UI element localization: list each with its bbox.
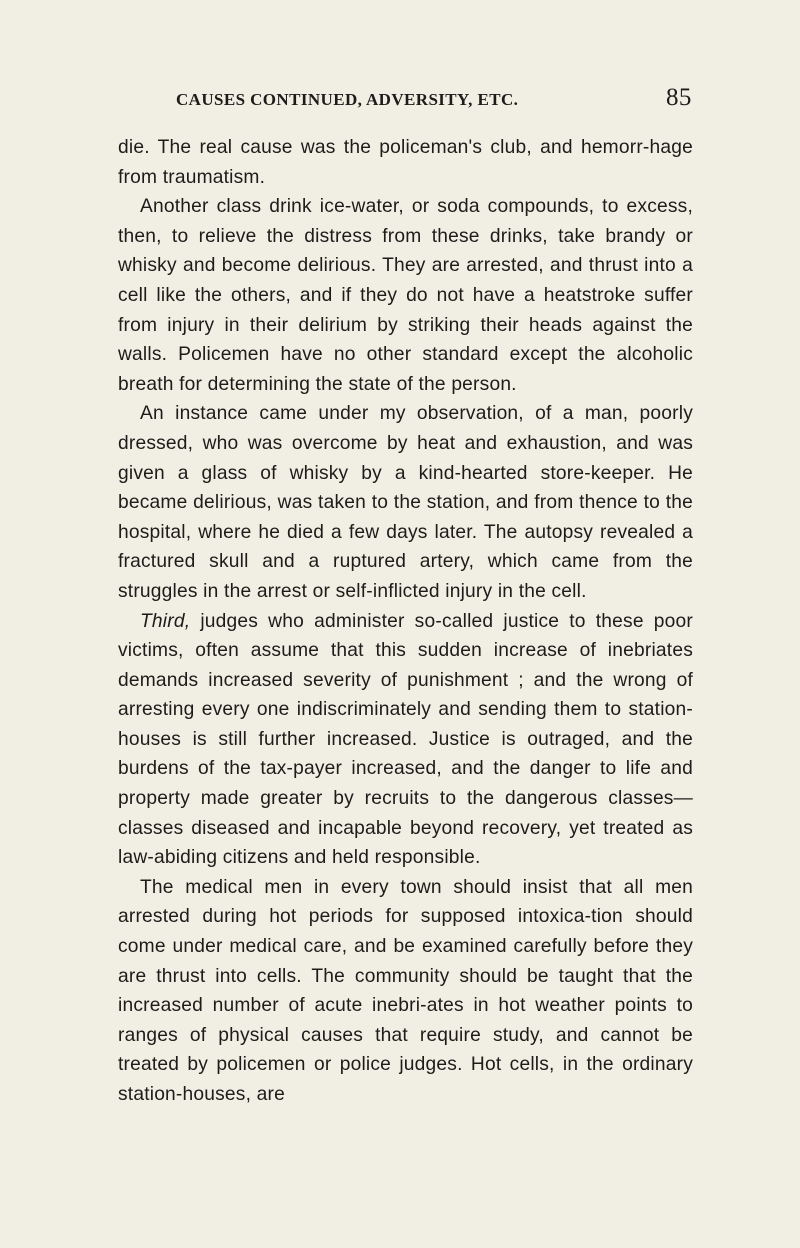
running-head (176, 84, 776, 120)
paragraph-text: judges who administer so-called justice to these poor victims, often assume that this sudden increase of inebriates demands increased severity of punishment ; and the wrong of arresting every one indiscriminately and sending them to station-houses is still further increased. Justice is outraged, and the burdens of the tax-payer increased, and the danger to life and property made greater by recruits to the dangerous classes—classes diseased and incapable beyond recovery, yet treated as law-abiding citizens and held responsible. (118, 610, 693, 869)
paragraph-lead-word: Third, (140, 610, 191, 632)
paragraph-text: Another class drink ice-water, or soda compounds, to excess, then, to relieve the distress from these drinks, take brandy or whisky and become delirious. They are arrested, and thrust into a cell like the others, and if they do not have a heatstroke suffer from injury in their delirium by striking their heads against the walls. Policemen have no other standard except the alcoholic breath for determining the state of the person. (118, 196, 693, 395)
body-text (118, 133, 693, 1110)
paragraph-medical-men (118, 873, 693, 1110)
page-number: 85 (666, 84, 692, 111)
paragraph-text: die. The real cause was the policeman's club, and hemorr-hage from traumatism. (118, 137, 693, 188)
running-title: CAUSES CONTINUED, ADVERSITY, ETC. (176, 90, 519, 109)
paragraph-text: The medical men in every town should insist that all men arrested during hot periods for supposed intoxica-tion should come under medical care, and be examined carefully before they are thrust into cells. The community should be taught that the increased number of acute inebri-ates in hot weather points to ranges of physical causes that require study, and cannot be treated by policemen or police judges. Hot cells, in the ordinary station-houses, are (118, 876, 693, 1105)
paragraph-text: An instance came under my observation, of a man, poorly dressed, who was overcome by heat and exhaustion, and was given a glass of whisky by a kind-hearted store-keeper. He became delirious, was taken to the station, and from thence to the hospital, where he died a few days later. The autopsy revealed a fractured skull and a ruptured artery, which came from the struggles in the arrest or self-inflicted injury in the cell. (118, 403, 693, 602)
paragraph-continuation (118, 133, 693, 192)
paragraph-another-class (118, 192, 693, 399)
paragraph-third (118, 607, 693, 873)
paragraph-instance (118, 399, 693, 606)
